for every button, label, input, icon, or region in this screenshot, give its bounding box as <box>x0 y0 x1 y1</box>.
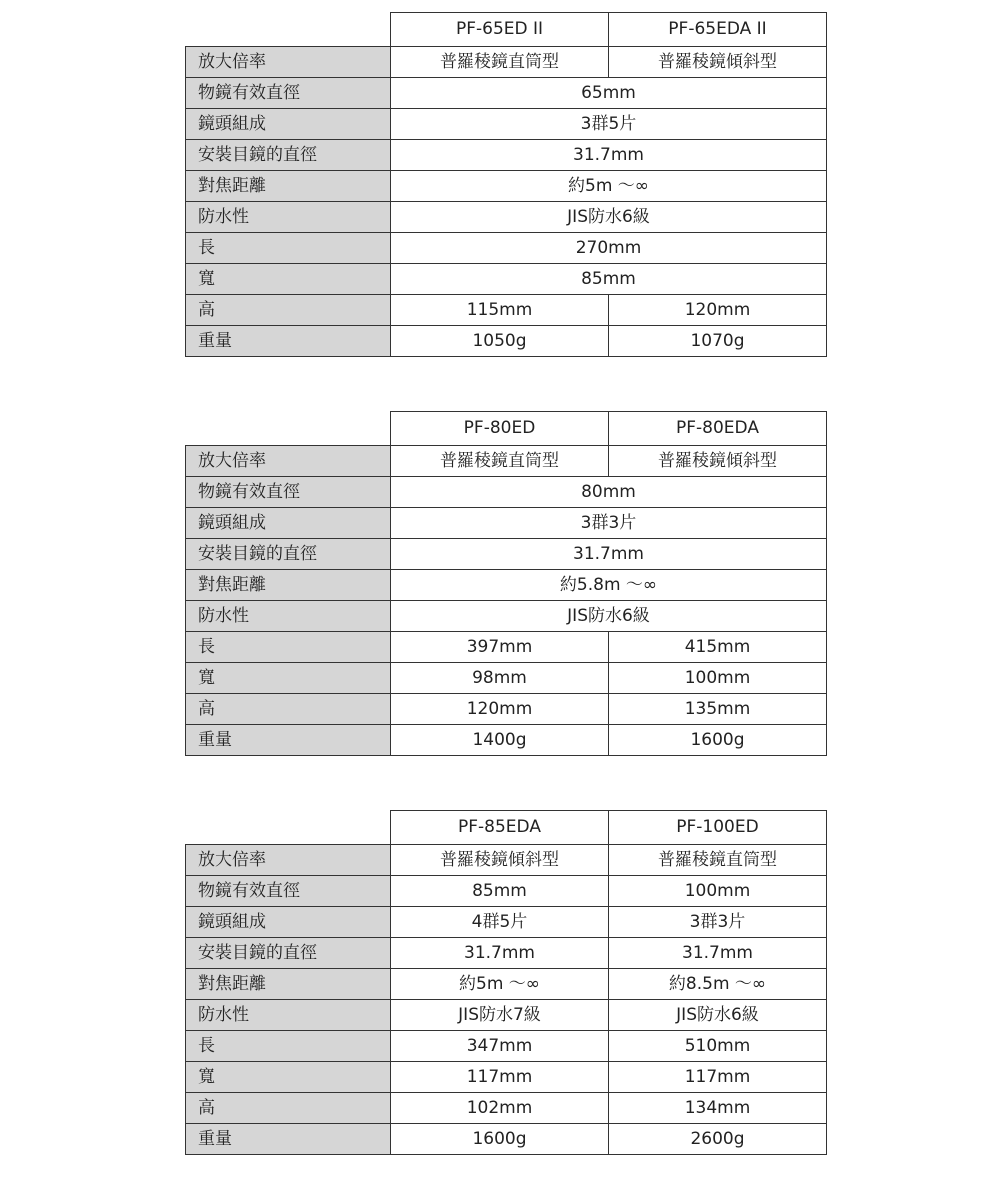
spec-label-cell: 寬 <box>186 264 391 295</box>
spec-row <box>186 508 827 539</box>
blank-corner-cell <box>186 13 391 47</box>
spec-label-cell: 放大倍率 <box>186 47 391 78</box>
model-name-cell: PF-65ED II <box>391 13 609 47</box>
spec-value-cell: 65mm <box>391 78 827 109</box>
spec-row <box>186 295 827 326</box>
spec-value-cell: 4群5片 <box>391 907 609 938</box>
spec-row <box>186 876 827 907</box>
spec-value-cell: 1050g <box>391 326 609 357</box>
spec-value-cell: 510mm <box>609 1031 827 1062</box>
spec-row <box>186 632 827 663</box>
spec-value-cell: 85mm <box>391 876 609 907</box>
spec-value-cell: 3群3片 <box>609 907 827 938</box>
spec-row <box>186 694 827 725</box>
spec-table-pf85-pf100 <box>185 810 827 1155</box>
spec-label-cell: 重量 <box>186 326 391 357</box>
blank-corner-cell <box>186 811 391 845</box>
spec-table-pf65 <box>185 12 827 357</box>
spec-value-cell: 31.7mm <box>609 938 827 969</box>
spec-value-cell: 85mm <box>391 264 827 295</box>
spec-value-cell: 普羅稜鏡傾斜型 <box>609 446 827 477</box>
spec-value-cell: 約5m ～∞ <box>391 969 609 1000</box>
spec-row <box>186 233 827 264</box>
spec-value-cell: 1600g <box>391 1124 609 1155</box>
spec-label-cell: 防水性 <box>186 1000 391 1031</box>
spec-row <box>186 326 827 357</box>
spec-value-cell: 普羅稜鏡直筒型 <box>391 446 609 477</box>
spec-label-cell: 長 <box>186 1031 391 1062</box>
spec-value-cell: 31.7mm <box>391 140 827 171</box>
spec-label-cell: 物鏡有效直徑 <box>186 477 391 508</box>
spec-value-cell: 415mm <box>609 632 827 663</box>
spec-value-cell: 2600g <box>609 1124 827 1155</box>
spec-label-cell: 鏡頭組成 <box>186 508 391 539</box>
spec-label-cell: 重量 <box>186 725 391 756</box>
model-name-cell: PF-85EDA <box>391 811 609 845</box>
spec-label-cell: 物鏡有效直徑 <box>186 876 391 907</box>
spec-value-cell: 347mm <box>391 1031 609 1062</box>
spec-row <box>186 601 827 632</box>
spec-label-cell: 防水性 <box>186 601 391 632</box>
spec-value-cell: 約5.8m ～∞ <box>391 570 827 601</box>
spec-value-cell: 約5m ～∞ <box>391 171 827 202</box>
model-header-row <box>186 13 827 47</box>
spec-label-cell: 放大倍率 <box>186 845 391 876</box>
spec-row <box>186 539 827 570</box>
spec-value-cell: 120mm <box>391 694 609 725</box>
spec-label-cell: 物鏡有效直徑 <box>186 78 391 109</box>
spec-table-pf80 <box>185 411 827 756</box>
spec-value-cell: 135mm <box>609 694 827 725</box>
spec-value-cell: 134mm <box>609 1093 827 1124</box>
spec-row <box>186 1000 827 1031</box>
spec-table-body <box>186 412 827 756</box>
spec-row <box>186 1062 827 1093</box>
spec-value-cell: JIS防水7級 <box>391 1000 609 1031</box>
spec-label-cell: 長 <box>186 632 391 663</box>
spec-value-cell: 115mm <box>391 295 609 326</box>
spec-row <box>186 202 827 233</box>
spec-row <box>186 1031 827 1062</box>
blank-corner-cell <box>186 412 391 446</box>
model-name-cell: PF-100ED <box>609 811 827 845</box>
spec-value-cell: 31.7mm <box>391 938 609 969</box>
model-header-row <box>186 811 827 845</box>
spec-label-cell: 防水性 <box>186 202 391 233</box>
spec-label-cell: 高 <box>186 694 391 725</box>
spec-row <box>186 171 827 202</box>
spec-row <box>186 663 827 694</box>
spec-label-cell: 高 <box>186 295 391 326</box>
spec-table-body <box>186 13 827 357</box>
spec-row <box>186 140 827 171</box>
spec-value-cell: 普羅稜鏡傾斜型 <box>391 845 609 876</box>
spec-label-cell: 對焦距離 <box>186 171 391 202</box>
spec-row <box>186 938 827 969</box>
spec-value-cell: 普羅稜鏡直筒型 <box>609 845 827 876</box>
spec-value-cell: 1070g <box>609 326 827 357</box>
spec-row <box>186 725 827 756</box>
spec-value-cell: 98mm <box>391 663 609 694</box>
spec-row <box>186 78 827 109</box>
spec-value-cell: 80mm <box>391 477 827 508</box>
spec-value-cell: 100mm <box>609 663 827 694</box>
spec-row <box>186 969 827 1000</box>
spec-label-cell: 寬 <box>186 663 391 694</box>
spec-value-cell: 270mm <box>391 233 827 264</box>
spec-label-cell: 高 <box>186 1093 391 1124</box>
spec-value-cell: 117mm <box>391 1062 609 1093</box>
spec-row <box>186 264 827 295</box>
spec-row <box>186 446 827 477</box>
model-name-cell: PF-65EDA II <box>609 13 827 47</box>
spec-value-cell: JIS防水6級 <box>391 202 827 233</box>
spec-label-cell: 放大倍率 <box>186 446 391 477</box>
spec-label-cell: 對焦距離 <box>186 969 391 1000</box>
spec-label-cell: 重量 <box>186 1124 391 1155</box>
spec-value-cell: 117mm <box>609 1062 827 1093</box>
spec-label-cell: 安裝目鏡的直徑 <box>186 539 391 570</box>
spec-value-cell: 397mm <box>391 632 609 663</box>
model-name-cell: PF-80EDA <box>609 412 827 446</box>
spec-label-cell: 寬 <box>186 1062 391 1093</box>
spec-label-cell: 對焦距離 <box>186 570 391 601</box>
spec-value-cell: 3群5片 <box>391 109 827 140</box>
spec-row <box>186 109 827 140</box>
spec-row <box>186 907 827 938</box>
spec-value-cell: 普羅稜鏡傾斜型 <box>609 47 827 78</box>
spec-label-cell: 安裝目鏡的直徑 <box>186 140 391 171</box>
spec-value-cell: 約8.5m ～∞ <box>609 969 827 1000</box>
spec-value-cell: 102mm <box>391 1093 609 1124</box>
spec-value-cell: 普羅稜鏡直筒型 <box>391 47 609 78</box>
spec-value-cell: 1600g <box>609 725 827 756</box>
spec-row <box>186 477 827 508</box>
spec-value-cell: JIS防水6級 <box>609 1000 827 1031</box>
spec-value-cell: 120mm <box>609 295 827 326</box>
spec-value-cell: 100mm <box>609 876 827 907</box>
model-header-row <box>186 412 827 446</box>
spec-row <box>186 845 827 876</box>
spec-label-cell: 長 <box>186 233 391 264</box>
spec-row <box>186 1093 827 1124</box>
spec-label-cell: 鏡頭組成 <box>186 109 391 140</box>
spec-label-cell: 安裝目鏡的直徑 <box>186 938 391 969</box>
spec-row <box>186 1124 827 1155</box>
model-name-cell: PF-80ED <box>391 412 609 446</box>
spec-value-cell: JIS防水6級 <box>391 601 827 632</box>
spec-label-cell: 鏡頭組成 <box>186 907 391 938</box>
spec-row <box>186 570 827 601</box>
spec-row <box>186 47 827 78</box>
spec-table-body <box>186 811 827 1155</box>
spec-value-cell: 3群3片 <box>391 508 827 539</box>
spec-value-cell: 31.7mm <box>391 539 827 570</box>
spec-value-cell: 1400g <box>391 725 609 756</box>
